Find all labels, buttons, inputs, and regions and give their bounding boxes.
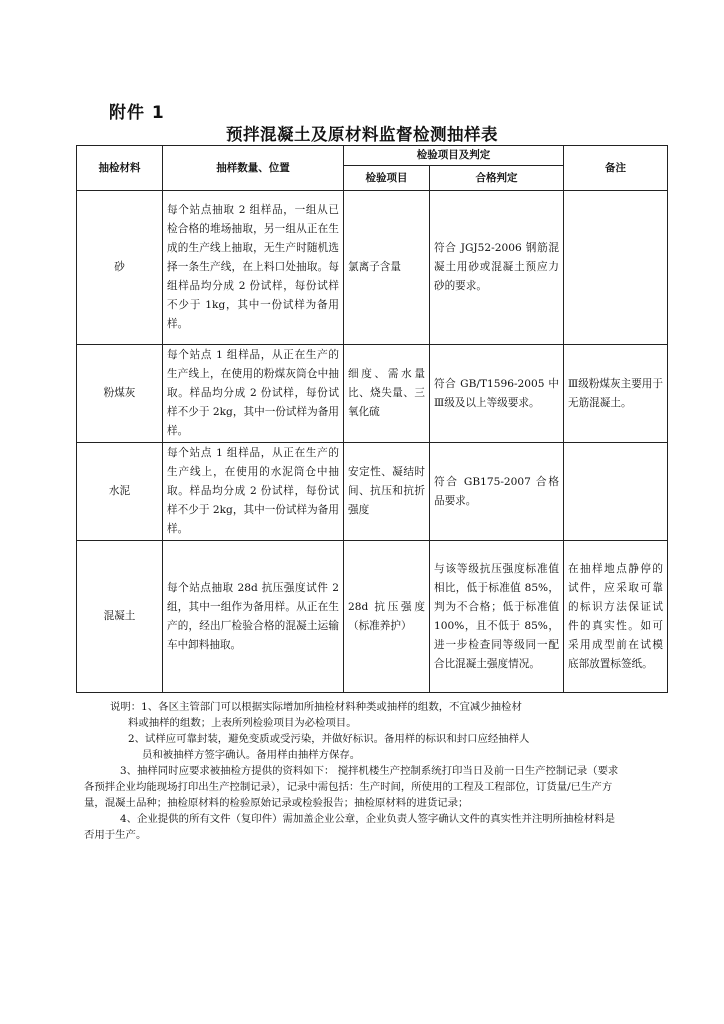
header-material: 抽检材料 — [77, 146, 163, 191]
row-material: 水泥 — [77, 443, 163, 541]
row-material: 砂 — [77, 191, 163, 345]
header-inspection-item: 检验项目 — [344, 166, 430, 191]
row-item: 氯离子含量 — [344, 191, 430, 345]
table-row — [77, 345, 668, 443]
notes-section — [84, 699, 620, 843]
row-item: 28d 抗压强度（标准养护） — [344, 541, 430, 693]
row-material: 混凝土 — [77, 541, 163, 693]
row-remarks — [564, 443, 668, 541]
row-remarks — [564, 191, 668, 345]
page-title: 预拌混凝土及原材料监督检测抽样表 — [226, 125, 498, 144]
row-sampling: 每个站点抽取 2 组样品，一组从已检合格的堆场抽取，另一组从正在生成的生产线上抽取，无生产时随机选择一条生产线，在上料口处抽取。每组样品均分成 2 份试样，每份试样不少于 1kg，其中一份试样为备用样。 — [163, 191, 344, 345]
header-remarks: 备注 — [564, 146, 668, 191]
row-sampling: 每个站点 1 组样品，从正在生产的生产线上，在使用的水泥筒仓中抽取。样品均分成 2 份试样，每份试样不少于 2kg，其中一份试样为备用样。 — [163, 443, 344, 541]
row-criteria: 符合 GB175-2007 合格品要求。 — [430, 443, 564, 541]
row-item: 细度、需水量比、烧失量、三氧化硫 — [344, 345, 430, 443]
row-material: 粉煤灰 — [77, 345, 163, 443]
row-criteria: 符合 JGJ52-2006 钢筋混凝土用砂或混凝土预应力砂的要求。 — [430, 191, 564, 345]
row-criteria: 符合 GB/T1596-2005 中Ⅲ级及以上等级要求。 — [430, 345, 564, 443]
note-4: 4、企业提供的所有文件（复印件）需加盖企业公章，企业负责人签字确认文件的真实性并注明所抽检材料是否用于生产。 — [84, 813, 615, 841]
table-header-row — [77, 146, 668, 166]
attachment-label: 附件 1 — [109, 103, 165, 123]
note-3: 3、抽样同时应要求被抽检方提供的资料如下： 搅拌机楼生产控制系统打印当日及前一日生产控制记录（要求各预拌企业均能现场打印出生产控制记录），记录中需包括：生产时间，所使用的工程及工程部位，订货量/已生产方量，混凝土品种；抽检原材料的检验原始记录或检验报告；抽检原材料的进货记录； — [84, 765, 619, 809]
note-2-line-1: 2、试样应可靠封装，避免变质或受污染，并做好标识。备用样的标识和封口应经抽样人 — [128, 733, 530, 745]
row-sampling: 每个站点抽取 28d 抗压强度试件 2 组，其中一组作为备用样。从正在生产的，经出厂检验合格的混凝土运输车中卸料抽取。 — [163, 541, 344, 693]
row-remarks: Ⅲ级粉煤灰主要用于无筋混凝土。 — [564, 345, 668, 443]
table-row — [77, 443, 668, 541]
note-1-line-2: 料或抽样的组数；上表所列检验项目为必检项目。 — [128, 717, 357, 729]
row-item: 安定性、凝结时间、抗压和抗折强度 — [344, 443, 430, 541]
note-1-line-1: 说明：1、各区主管部门可以根据实际增加所抽检材料种类或抽样的组数，不宜减少抽检材 — [110, 701, 522, 713]
header-sampling: 抽样数量、位置 — [163, 146, 344, 191]
row-remarks: 在抽样地点静停的试件，应采取可靠的标识方法保证试件的真实性。如可采用成型前在试模底部放置标签纸。 — [564, 541, 668, 693]
header-inspection-group: 检验项目及判定 — [344, 146, 564, 166]
sampling-table — [76, 145, 668, 693]
row-sampling: 每个站点 1 组样品，从正在生产的生产线上，在使用的粉煤灰筒仓中抽取。样品均分成 2 份试样，每份试样不少于 2kg，其中一份试样为备用样。 — [163, 345, 344, 443]
header-criteria: 合格判定 — [430, 166, 564, 191]
note-2-line-2: 员和被抽样方签字确认。备用样由抽样方保存。 — [142, 749, 361, 761]
row-criteria: 与该等级抗压强度标准值相比，低于标准值 85%，判为不合格；低于标准值 100%，且不低于 85%，进一步检查同等级同一配合比混凝土强度情况。 — [430, 541, 564, 693]
table-row — [77, 191, 668, 345]
table-row — [77, 541, 668, 693]
